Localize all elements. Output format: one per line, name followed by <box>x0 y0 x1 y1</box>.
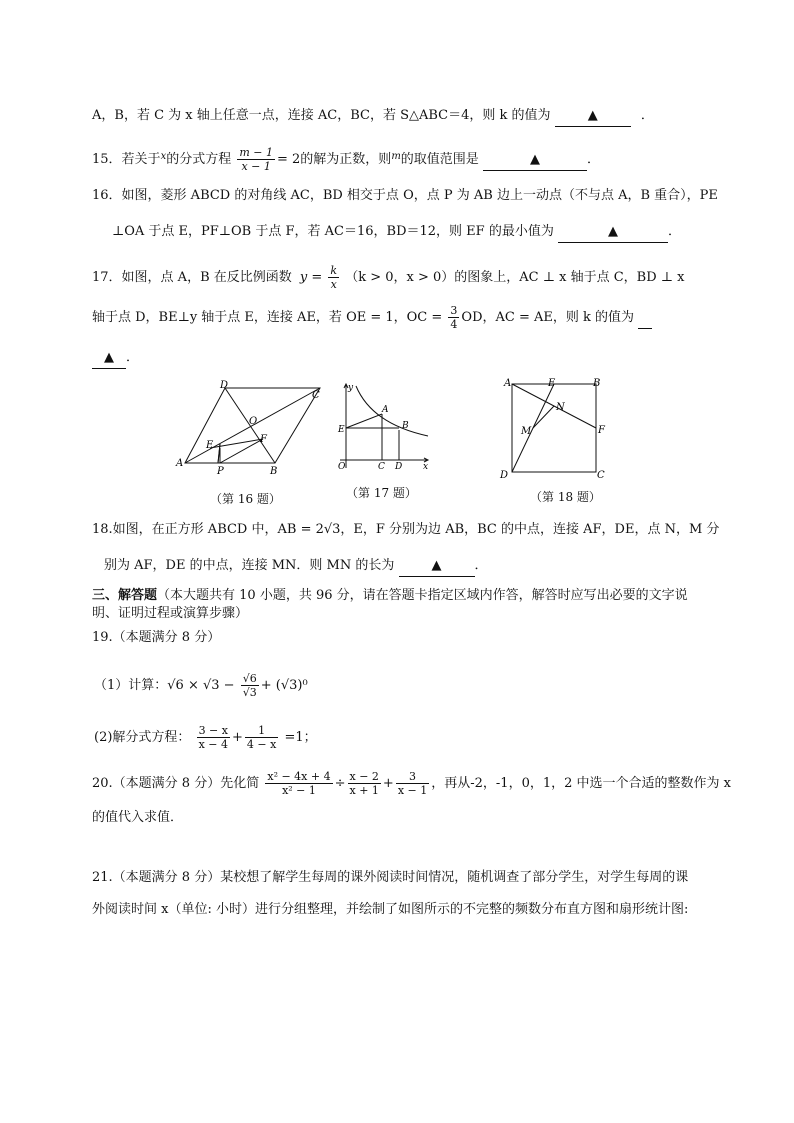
label-B: B <box>402 421 409 431</box>
caption-18: （第 18 题） <box>530 490 601 504</box>
answer-blank-start <box>638 308 652 329</box>
label-E: E <box>206 440 214 451</box>
answer-blank: ▲ <box>555 106 631 127</box>
label-O: O <box>338 462 346 472</box>
section-3-header: 三、解答题（本大题共有 10 小题，共 96 分，请在答题卡指定区域内作答，解答时应写出必要的文字说 <box>92 588 688 603</box>
question-19-part2: (2)解分式方程： $\frac{3 - x}{x - 4}$ + $\frac{1}{4 - x}$ =1； <box>94 724 317 751</box>
label-B: B <box>593 378 601 389</box>
label-A: A <box>176 458 184 469</box>
answer-blank: ▲ <box>558 222 668 243</box>
label-N: N <box>556 402 565 413</box>
label-E: E <box>548 378 556 389</box>
caption-17: （第 17 题） <box>346 486 417 500</box>
label-O: O <box>249 416 258 427</box>
figure-18-square <box>498 374 614 482</box>
label-D: D <box>500 470 509 481</box>
label-F: F <box>598 425 605 436</box>
figure-16-rhombus <box>170 378 330 478</box>
fraction: $\frac{x - 2}{x + 1}$ <box>349 770 379 797</box>
label-y: y <box>348 383 354 393</box>
question-16-line2: ⊥OA 于点 E，PF⊥OB 于点 F，若 AC＝16，BD＝12，则 EF 的最小值为 ▲ ． <box>112 222 681 243</box>
label-D: D <box>395 462 403 472</box>
question-21-line2: 外阅读时间 x（单位: 小时）进行分组整理，并绘制了如图所示的不完整的频数分布直方图和扇形统计图: <box>92 902 689 917</box>
question-15: 15．若关于$^x$的分式方程 $\frac{m - 1}{x - 1}$ = 2的解为正数，则$^m$的取值范围是 ▲ ． <box>92 146 600 173</box>
label-A: A <box>382 405 389 415</box>
label-M: M <box>521 426 532 437</box>
fraction: $\frac{3 - x}{x - 4}$ <box>198 724 228 751</box>
fraction: $\frac{3}{x - 1}$ <box>397 770 428 797</box>
question-17-line2: 轴于点 D，BE⊥y 轴于点 E，连接 AE，若 OE = 1，OC = $\frac{3}{4}$ OD，AC = AE，则 k 的值为 <box>92 304 652 331</box>
label-D: D <box>220 380 229 391</box>
label-C: C <box>378 462 385 472</box>
fraction: $\frac{m - 1}{x - 1}$ <box>239 146 273 173</box>
answer-blank: ▲ <box>483 150 587 171</box>
figure-17-inverse-function <box>332 380 432 475</box>
question-18-line1: 18.如图，在正方形 ABCD 中，AB = 2√3，E，F 分别为边 AB，BC 的中点，连接 AF，DE，点 N，M 分 <box>92 522 720 537</box>
fraction: $\frac{1}{4 - x}$ <box>246 724 277 751</box>
label-C: C <box>597 470 605 481</box>
label-B: B <box>270 466 278 477</box>
question-16-line1: 16．如图，菱形 ABCD 的对角线 AC，BD 相交于点 O，点 P 为 AB 边上一动点（不与点 A，B 重合），PE <box>92 188 718 203</box>
caption-16: （第 16 题） <box>210 492 281 506</box>
answer-blank: ▲ <box>399 556 475 577</box>
label-C: C <box>312 390 320 401</box>
question-20-line2: 的值代入求值． <box>92 810 184 825</box>
fraction: $\frac{3}{4}$ <box>450 304 458 331</box>
question-18-line2: 别为 AF，DE 的中点，连接 MN．则 MN 的长为 ▲ ． <box>104 556 488 577</box>
label-A: A <box>504 378 512 389</box>
label-x: x <box>423 462 429 472</box>
question-19-part1: （1）计算：√6 × √3 − $\frac{√6}{√3}$ + (√3)⁰ <box>94 672 308 699</box>
fraction: $\frac{k}{x}$ <box>330 264 338 291</box>
label-F: F <box>260 434 267 445</box>
question-21-line1: 21.（本题满分 8 分）某校想了解学生每周的课外阅读时间情况，随机调查了部分学生，对学生每周的课 <box>92 870 689 885</box>
question-17-line1: 17．如图，点 A，B 在反比例函数 y = $\frac{k}{x}$ （k > 0，x > 0）的图象上，AC ⊥ x 轴于点 C，BD ⊥ x <box>92 264 685 291</box>
question-17-answer: ▲ ． <box>92 348 139 369</box>
label-P: P <box>217 466 224 477</box>
fraction: $\frac{\text{x² − 4x + 4}}{\text{x² − 1}}$ <box>267 770 331 797</box>
question-19-head: 19.（本题满分 8 分） <box>92 630 221 645</box>
q14-continuation: A，B，若 C 为 x 轴上任意一点，连接 AC，BC，若 S△ABC＝4，则 k 的值为 ▲ ． <box>92 106 654 127</box>
question-20-line1: 20.（本题满分 8 分）先化简 $\frac{\text{x² − 4x + 4}}{\text{x² − 1}}$ ÷ $\frac{x - 2}{x + 1}$ + $\frac{3}{x - 1}$ ，再从-2，-1，0，1，2 中选一个合适的整数作为 x <box>92 770 731 797</box>
label-E: E <box>338 425 345 435</box>
fraction: $\frac{√6}{√3}$ <box>242 672 257 699</box>
section-3-desc: 明、证明过程或演算步骤） <box>92 606 249 621</box>
answer-blank: ▲ <box>92 348 126 369</box>
